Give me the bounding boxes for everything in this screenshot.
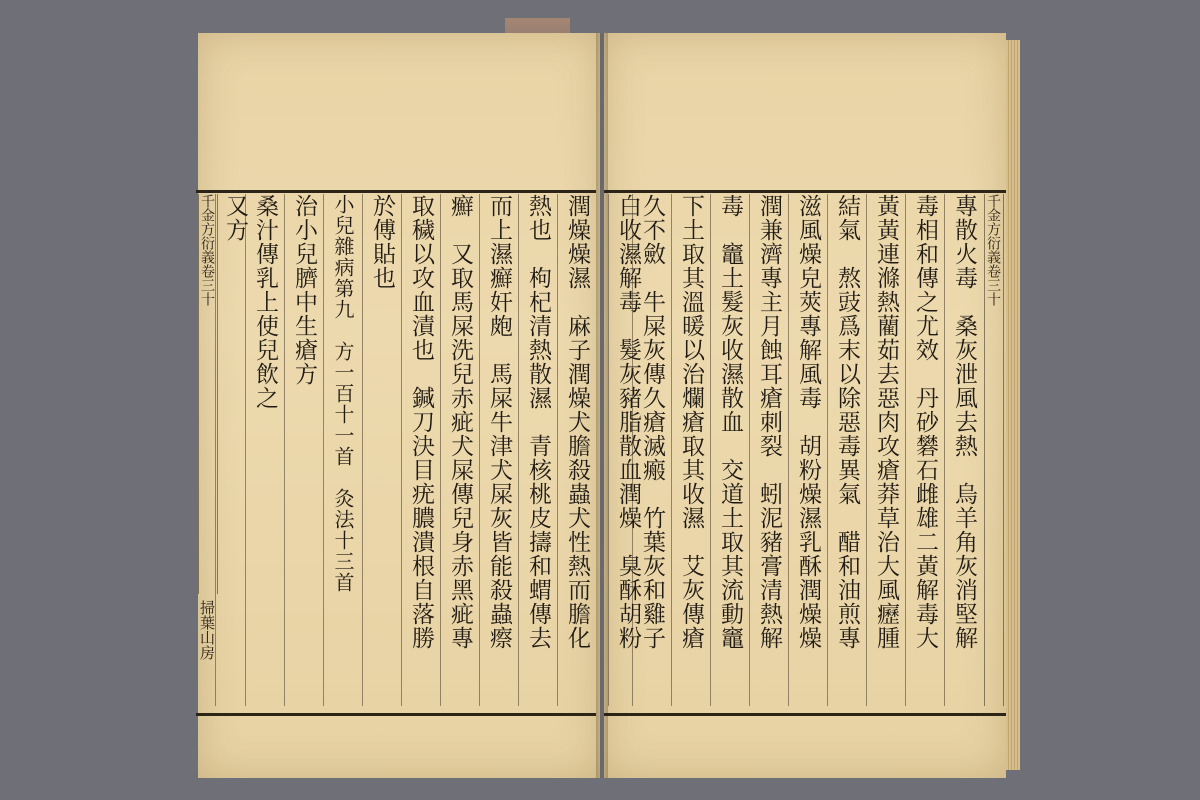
right-col-2: 毒相和傳之尤效 丹砂礬石雌雄二黃解毒大	[905, 194, 944, 706]
right-col-6: 潤兼濟專主月蝕耳瘡刺裂 蚓泥豬膏清熱解	[749, 194, 788, 706]
right-col-9: 久不斂 牛屎灰傳久瘡滅瘢 竹葉灰和雞子	[632, 194, 671, 706]
left-col-1: 潤燥燥濕 麻子潤燥犬膽殺蟲犬性熱而膽化	[557, 194, 596, 706]
right-margin-title: 千金方衍義卷三十	[984, 194, 1004, 706]
left-col-8: 治小兒臍中生瘡方	[284, 194, 323, 706]
left-col-10: 又方	[215, 194, 254, 706]
right-col-8: 下土取其溫暖以治爛瘡取其收濕 艾灰傳瘡	[671, 194, 710, 706]
right-col-10: 白收濕解毒 髮灰豬脂散血潤燥 臭酥胡粉	[608, 194, 647, 706]
right-col-3: 黃黃連滌熱藺茹去惡肉攻瘡莽草治大風癧腫	[866, 194, 905, 706]
left-col-3: 而上濕癬奸皰 馬屎牛津犬屎灰皆能殺蟲瘵	[479, 194, 518, 706]
left-col-7: 小兒雜病第九 方一百十一首 灸法十三首	[323, 194, 362, 706]
right-col-4: 結氣 熬豉爲末以除惡毒異氣 醋和油煎專	[827, 194, 866, 706]
left-col-4: 癬 又取馬屎洗兒赤疵犬屎傳兒身赤黑疵專	[440, 194, 479, 706]
left-col-2: 熱也 枸杞清熱散濕 青核桃皮擣和蝟傳去	[518, 194, 557, 706]
publisher-mark: 掃葉山房	[198, 600, 216, 660]
left-margin-title: 千金方衍義卷三十	[198, 194, 218, 594]
left-col-5: 取穢以攻血漬也 鍼刀決目疣膿潰根自落勝	[401, 194, 440, 706]
right-col-7: 毒 竈土髮灰收濕散血 交道土取其流動竈	[710, 194, 749, 706]
right-col-5: 滋風燥皃莢專解風毒 胡粉燥濕乳酥潤燥燥	[788, 194, 827, 706]
left-col-9: 桑汁傳乳上使兒飲之	[245, 194, 284, 706]
right-col-1: 專散火毒 桑灰泄風去熱 烏羊角灰消堅解	[944, 194, 983, 706]
page-edges	[1006, 40, 1020, 770]
left-col-6: 於傅貼也	[362, 194, 401, 706]
